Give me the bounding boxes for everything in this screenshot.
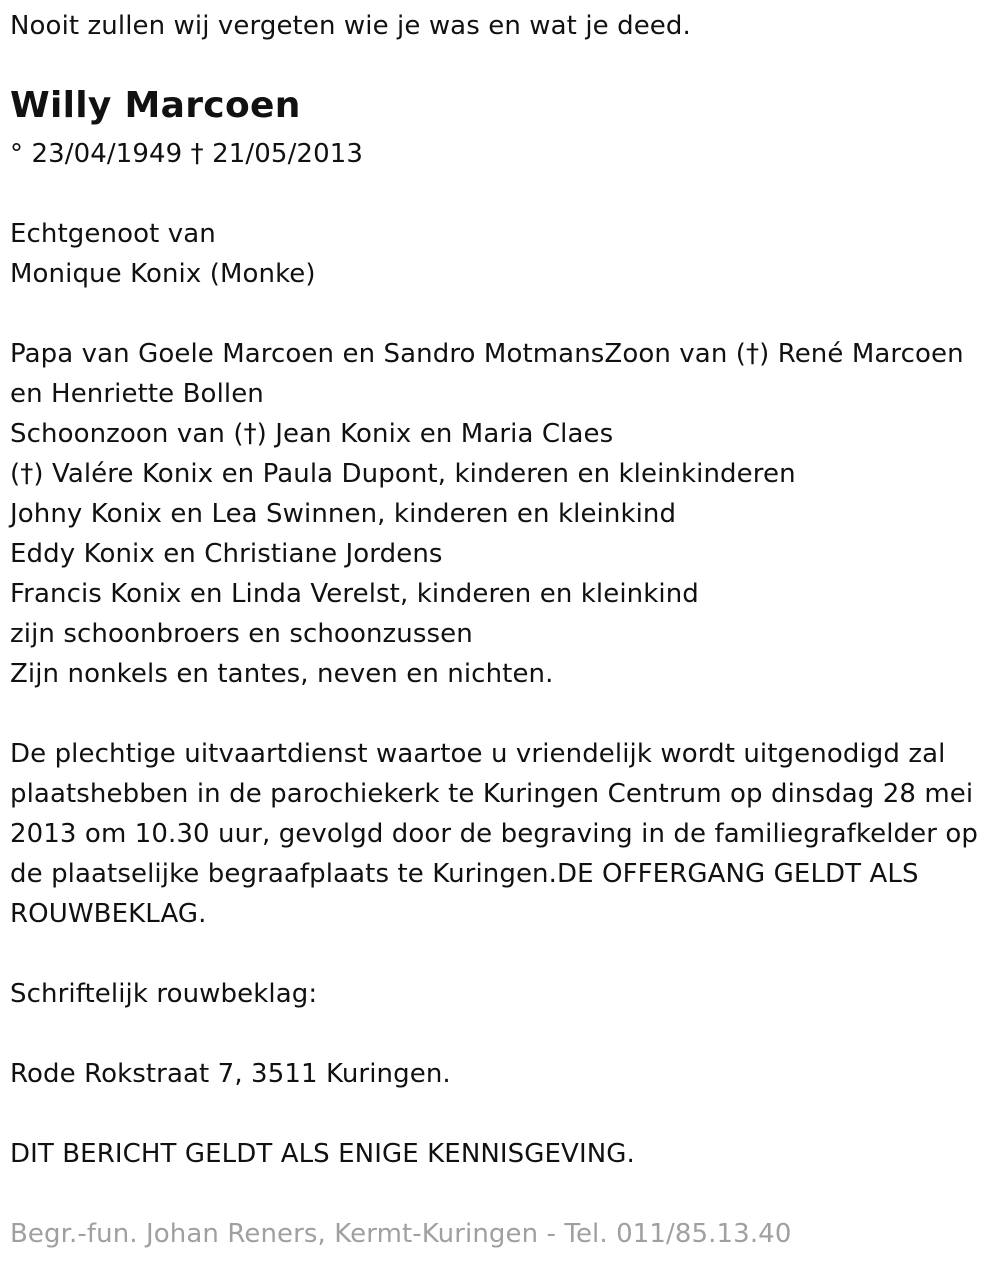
family-line: Eddy Konix en Christiane Jordens xyxy=(10,539,443,569)
announcement-block xyxy=(10,1134,635,1174)
spouse-line: Monique Konix (Monke) xyxy=(10,259,316,289)
service-line: ROUWBEKLAG. xyxy=(10,899,207,929)
family-line: Francis Konix en Linda Verelst, kinderen en kleinkind xyxy=(10,579,699,609)
intro-quote: Nooit zullen wij vergeten wie je was en wat je deed. xyxy=(10,11,691,41)
service-line: de plaatselijke begraafplaats te Kuringen.DE OFFERGANG GELDT ALS xyxy=(10,859,919,889)
spouse-line: Echtgenoot van xyxy=(10,219,216,249)
family-line: (†) Valére Konix en Paula Dupont, kinderen en kleinkinderen xyxy=(10,459,796,489)
family-line: Zijn nonkels en tantes, neven en nichten. xyxy=(10,659,554,689)
service-line: plaatshebben in de parochiekerk te Kuringen Centrum op dinsdag 28 mei xyxy=(10,779,974,809)
family-line: en Henriette Bollen xyxy=(10,379,264,409)
announcement-text: DIT BERICHT GELDT ALS ENIGE KENNISGEVING. xyxy=(10,1139,635,1169)
spouse-block xyxy=(10,214,316,294)
funeral-home-footer: Begr.-fun. Johan Reners, Kermt-Kuringen - Tel. 011/85.13.40 xyxy=(10,1219,792,1249)
deceased-name: Willy Marcoen xyxy=(10,85,301,126)
address-text: Rode Rokstraat 7, 3511 Kuringen. xyxy=(10,1059,451,1089)
condolence-label xyxy=(10,974,317,1014)
service-line: De plechtige uitvaartdienst waartoe u vriendelijk wordt uitgenodigd zal xyxy=(10,739,946,769)
service-line: 2013 om 10.30 uur, gevolgd door de begraving in de familiegrafkelder op xyxy=(10,819,979,849)
condolence-label-text: Schriftelijk rouwbeklag: xyxy=(10,979,318,1009)
family-block xyxy=(10,334,964,694)
service-block xyxy=(10,734,978,934)
address-block xyxy=(10,1054,451,1094)
family-line: Papa van Goele Marcoen en Sandro MotmansZoon van (†) René Marcoen xyxy=(10,339,964,369)
family-line: Johny Konix en Lea Swinnen, kinderen en kleinkind xyxy=(10,499,677,529)
family-line: zijn schoonbroers en schoonzussen xyxy=(10,619,473,649)
family-line: Schoonzoon van (†) Jean Konix en Maria Claes xyxy=(10,419,614,449)
birth-death-dates: ° 23/04/1949 † 21/05/2013 xyxy=(10,139,364,169)
